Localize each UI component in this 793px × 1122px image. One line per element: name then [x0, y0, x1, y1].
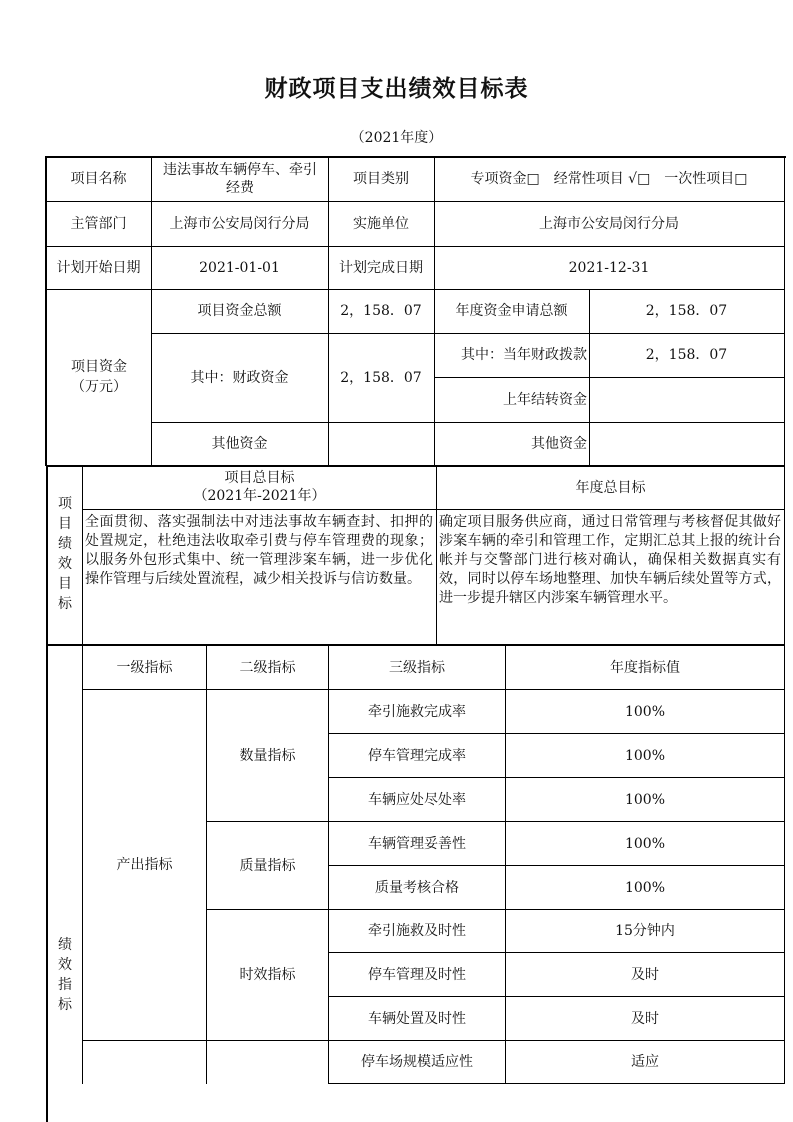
- indicator-value: 100%: [624, 879, 666, 896]
- end-date-value: 2021-12-31: [568, 259, 650, 276]
- header-level3: 三级指标: [389, 659, 445, 676]
- group-timeliness: 时效指标: [239, 967, 296, 983]
- goals-side-char: 标: [58, 596, 72, 612]
- indicator-name: 牵引施救及时性: [368, 923, 466, 939]
- indicators-side-char: 效: [58, 957, 72, 973]
- goals-side-char: 项: [58, 496, 72, 512]
- group-quantity: 数量指标: [239, 747, 296, 764]
- indicators-side-char: 标: [58, 997, 72, 1013]
- overall-goal-range: （2021年-2021年）: [193, 488, 326, 504]
- year-caption: （2021年度）: [350, 130, 443, 146]
- funds-total-label: 项目资金总额: [197, 303, 282, 319]
- indicator-value: 及时: [631, 966, 659, 983]
- indicators-side-char: 指: [58, 977, 72, 993]
- indicator-value: 15分钟内: [615, 923, 675, 939]
- indicator-value: 100%: [624, 747, 666, 764]
- funds-label: 项目资金（万元）: [71, 359, 127, 395]
- indicator-value: 100%: [624, 703, 666, 720]
- goals-side-char: 效: [58, 556, 72, 572]
- indicator-value: 适应: [631, 1054, 659, 1070]
- funds-other-label: 其他资金: [211, 435, 268, 452]
- overall-goal-heading: 项目总目标: [224, 470, 295, 486]
- department-value: 上海市公安局闵行分局: [169, 215, 310, 232]
- level1-output: 产出指标: [116, 857, 173, 873]
- start-date-label: 计划开始日期: [56, 259, 141, 276]
- funds-other2-value: [589, 422, 784, 465]
- indicators-side-label: [48, 935, 82, 1015]
- funds-carry-value: [589, 377, 784, 422]
- goals-side-char: 目: [58, 516, 72, 532]
- funds-total-value: 2，158．07: [340, 303, 422, 319]
- indicator-name: 牵引施救完成率: [368, 703, 466, 720]
- overall-goal-text: 全面贯彻、落实强制法中对违法事故车辆查封、扣押的处置规定，杜绝违法收取牵引费与停车管理费的现象；以服务外包形式集中、统一管理涉案车辆，进一步优化操作管理与后续处置流程，减少相关投诉与信访数量。: [85, 514, 433, 587]
- indicators-side-char: 绩: [58, 937, 72, 953]
- page-title: 财政项目支出绩效目标表: [264, 76, 529, 102]
- indicator-name: 车辆管理妥善性: [368, 835, 466, 852]
- header-level2: 二级指标: [239, 659, 296, 676]
- funds-annual-label: 年度资金申请总额: [455, 303, 568, 319]
- goals-side-char: 目: [58, 576, 72, 592]
- indicator-name: 质量考核合格: [375, 879, 459, 896]
- unit-label: 实施单位: [353, 215, 409, 232]
- funds-current-label: 其中：当年财政拨款: [461, 347, 587, 363]
- indicator-name: 停车场规模适应性: [361, 1054, 473, 1070]
- funds-carry-label: 上年结转资金: [503, 391, 587, 408]
- funds-current-value: 2，158．07: [645, 347, 728, 363]
- funds-other-value: [328, 422, 434, 465]
- indicator-value: 及时: [631, 1010, 659, 1027]
- overall-goal-title: [83, 469, 436, 505]
- funds-annual-value: 2，158．07: [645, 303, 728, 319]
- unit-value: 上海市公安局闵行分局: [539, 215, 679, 232]
- project-name-value: 违法事故车辆停车、牵引经费: [163, 162, 317, 196]
- department-label: 主管部门: [70, 215, 127, 232]
- project-type-label: 项目类别: [353, 171, 409, 187]
- annual-goal-title: 年度总目标: [575, 480, 646, 496]
- goals-side-char: 绩: [58, 536, 72, 552]
- end-date-label: 计划完成日期: [339, 259, 423, 276]
- funds-fiscal-value: 2，158．07: [340, 369, 422, 386]
- indicator-value: 100%: [624, 835, 666, 852]
- annual-goal-text: 确定项目服务供应商，通过日常管理与考核督促其做好涉案车辆的牵引和管理工作，定期汇总其上报的统计台帐并与交警部门进行核对确认，确保相关数据真实有效，同时以停车场地整理、加快车辆后续处置等方式，进一步提升辖区内涉案车辆管理水平。: [439, 514, 781, 606]
- indicator-name: 车辆处置及时性: [368, 1010, 466, 1027]
- header-level1: 一级指标: [116, 659, 173, 676]
- project-type-value: 专项资金□ 经常性项目 √□ 一次性项目□: [470, 171, 748, 187]
- indicator-value: 100%: [624, 791, 666, 808]
- indicator-name: 车辆应处尽处率: [368, 791, 466, 808]
- project-name-label: 项目名称: [70, 171, 127, 187]
- goals-side-label: [48, 494, 82, 614]
- funds-fiscal-label: 其中：财政资金: [190, 369, 289, 386]
- start-date-value: 2021-01-01: [199, 259, 280, 276]
- group-quality: 质量指标: [239, 857, 296, 874]
- header-value: 年度指标值: [610, 659, 680, 676]
- funds-other2-label: 其他资金: [531, 435, 587, 452]
- indicator-name: 停车管理完成率: [368, 747, 466, 764]
- indicator-name: 停车管理及时性: [368, 966, 466, 983]
